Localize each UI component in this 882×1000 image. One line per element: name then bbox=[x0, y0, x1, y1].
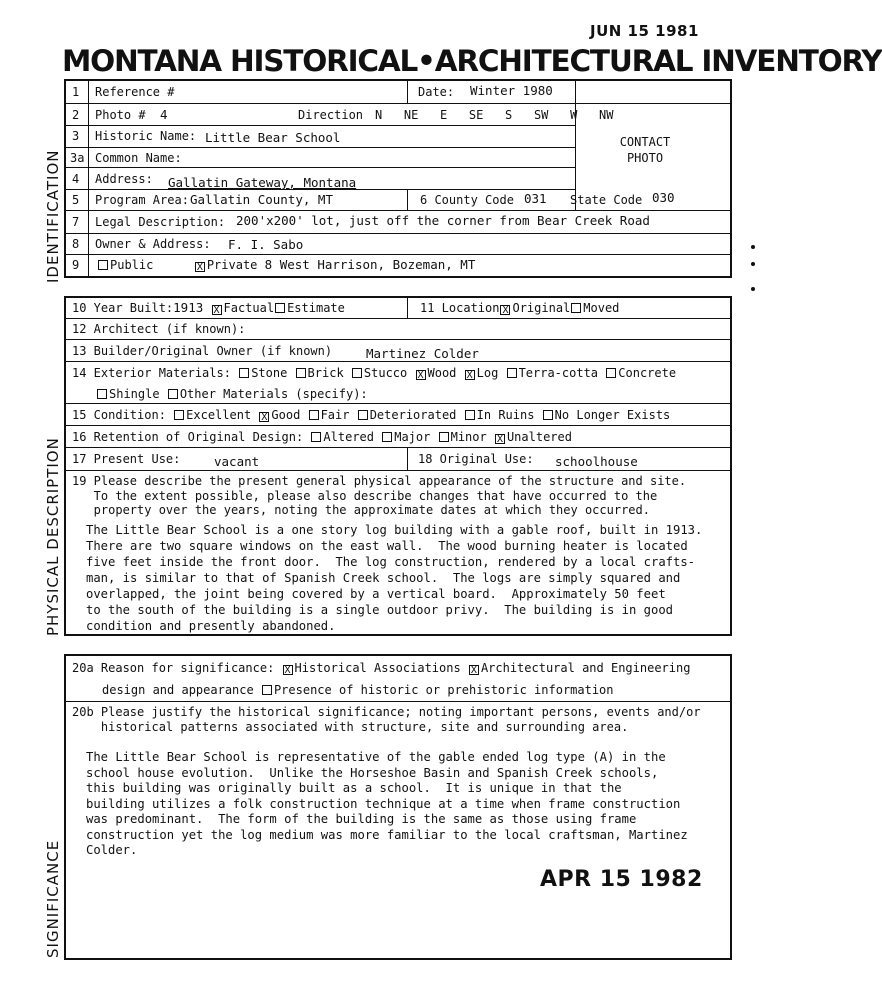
program-area-value: Gallatin County, MT bbox=[190, 192, 333, 207]
good-checkbox[interactable]: X bbox=[261, 412, 268, 423]
reason-row-2 bbox=[102, 683, 614, 697]
row-3a-number: 3a bbox=[70, 151, 85, 165]
condition-row bbox=[72, 408, 670, 422]
owner-address-value: 8 West Harrison, Bozeman, MT bbox=[264, 257, 476, 272]
terra-cotta-checkbox[interactable] bbox=[507, 368, 517, 378]
prehistoric-information-checkbox[interactable] bbox=[262, 685, 272, 695]
builder-label: 13 Builder/Original Owner (if known) bbox=[72, 344, 333, 358]
date-label: Date: bbox=[418, 85, 455, 99]
no-longer-exists-label: No Longer Exists bbox=[554, 408, 671, 422]
original-location-checkbox[interactable]: X bbox=[502, 305, 509, 316]
in-ruins-label: In Ruins bbox=[476, 408, 535, 422]
year-built-label: 10 Year Built: bbox=[72, 301, 174, 315]
stone-checkbox[interactable] bbox=[239, 368, 249, 378]
legal-description-label: Legal Description: bbox=[95, 215, 226, 229]
county-code-label: 6 County Code bbox=[420, 193, 514, 207]
reviewed-date-stamp: APR 15 1982 bbox=[540, 867, 703, 892]
photo-value: 4 bbox=[160, 107, 168, 122]
condition-label: 15 Condition: bbox=[72, 408, 166, 422]
year-built-row bbox=[72, 301, 345, 315]
row-9-number: 9 bbox=[72, 258, 80, 272]
excellent-checkbox[interactable] bbox=[174, 410, 184, 420]
brick-checkbox[interactable] bbox=[296, 368, 306, 378]
physical-description-text: The Little Bear School is a one story log building with a gable roof, built in 1913. There are two square windows on the east wall. The wood burning heater is located five feet inside the front door. The log construction, rendered by a local crafts- man, is similar to that of Spanish Creek school. The logs are simply squared and overlapped, the joint being covered by a vertical board. Approximately 50 feet to the south of the building is a single outdoor privy. The building is in good condition and presently abandoned. bbox=[86, 523, 703, 633]
row-1-number: 1 bbox=[72, 85, 80, 99]
program-area-label: Program Area: bbox=[95, 193, 189, 207]
state-code-value: 030 bbox=[652, 190, 675, 205]
moved-checkbox[interactable] bbox=[571, 303, 581, 313]
original-use-label: 18 Original Use: bbox=[418, 452, 534, 466]
photo-label: Photo # bbox=[95, 108, 146, 122]
date-value: Winter 1980 bbox=[470, 83, 553, 98]
location-row bbox=[420, 301, 619, 315]
shingle-checkbox[interactable] bbox=[97, 389, 107, 399]
present-use-label: 17 Present Use: bbox=[72, 452, 181, 466]
log-checkbox[interactable]: X bbox=[466, 370, 473, 381]
address-value: Gallatin Gateway, Montana bbox=[168, 175, 357, 190]
common-name-label: Common Name: bbox=[95, 151, 182, 165]
original-use-value: schoolhouse bbox=[555, 454, 638, 469]
row-3-number: 3 bbox=[72, 129, 80, 143]
materials-label: 14 Exterior Materials: bbox=[72, 366, 231, 380]
historical-associations-label: Historical Associations bbox=[294, 661, 461, 675]
direction-label: Direction bbox=[298, 108, 364, 122]
excellent-label: Excellent bbox=[186, 408, 252, 422]
private-label: Private bbox=[206, 258, 258, 272]
minor-label: Minor bbox=[450, 430, 487, 444]
state-code-label: State Code bbox=[570, 193, 643, 207]
question-20b-prompt: 20b Please justify the historical significance; noting important persons, events and/or historical patterns associated with structure, site and surrounding area. bbox=[72, 705, 701, 734]
fair-checkbox[interactable] bbox=[309, 410, 319, 420]
historic-name-value: Little Bear School bbox=[205, 130, 341, 145]
builder-value: Martinez Colder bbox=[366, 346, 479, 361]
other-materials-checkbox[interactable] bbox=[168, 389, 178, 399]
factual-label: Factual bbox=[223, 301, 275, 315]
materials-row-2 bbox=[96, 387, 368, 401]
section-label-significance: SIGNIFICANCE bbox=[44, 839, 62, 958]
question-19-prompt: 19 Please describe the present general physical appearance of the structure and site. To the extent possible, please also describe changes that have occurred to the property over the years, noting the approximate dates at which they occurred. bbox=[72, 474, 687, 517]
concrete-checkbox[interactable] bbox=[606, 368, 616, 378]
county-code-value: 031 bbox=[524, 191, 547, 206]
materials-row-1 bbox=[72, 366, 676, 380]
owner-label: Owner & Address: bbox=[95, 237, 211, 251]
year-built-value: 1913 bbox=[173, 300, 204, 315]
private-checkbox[interactable]: X bbox=[196, 262, 203, 273]
brick-label: Brick bbox=[307, 366, 344, 380]
architectural-engineering-checkbox[interactable]: X bbox=[470, 665, 477, 676]
location-label: 11 Location bbox=[420, 301, 500, 315]
retention-label: 16 Retention of Original Design: bbox=[72, 430, 304, 444]
design-appearance-label: design and appearance bbox=[102, 683, 254, 697]
public-checkbox[interactable] bbox=[98, 260, 108, 270]
estimate-checkbox[interactable] bbox=[275, 303, 285, 313]
owner-value: F. I. Sabo bbox=[228, 237, 304, 252]
prehistoric-information-label: Presence of historic or prehistoric information bbox=[273, 683, 614, 697]
shingle-label: Shingle bbox=[109, 387, 160, 401]
significance-text: The Little Bear School is representative of the gable ended log type (A) in the school house evolution. Unlike the Horseshoe Basin and Spanish Creek schools, this building was originally built as a school. It is unique in that the building utilizes a folk construction technique at a time when frame construction was predominant. The form of the building is the same as those using frame construction yet the log medium was more familiar to the local craftsman, Martinez Colder. bbox=[86, 750, 688, 857]
unaltered-label: Unaltered bbox=[506, 430, 572, 444]
unaltered-checkbox[interactable]: X bbox=[496, 434, 503, 445]
row-5-number: 5 bbox=[72, 193, 80, 207]
altered-checkbox[interactable] bbox=[311, 432, 321, 442]
historic-name-label: Historic Name: bbox=[95, 129, 197, 143]
reason-label: 20a Reason for significance: bbox=[72, 661, 275, 675]
no-longer-exists-checkbox[interactable] bbox=[543, 410, 553, 420]
concrete-label: Concrete bbox=[618, 366, 677, 380]
section-label-physical-description: PHYSICAL DESCRIPTION bbox=[44, 437, 62, 636]
major-checkbox[interactable] bbox=[382, 432, 392, 442]
contact-photo-label: CONTACT PHOTO bbox=[619, 135, 671, 165]
direction-options: N NE E SE S SW W NW bbox=[375, 108, 614, 122]
row-2-number: 2 bbox=[72, 108, 80, 122]
estimate-label: Estimate bbox=[287, 301, 345, 315]
stone-label: Stone bbox=[251, 366, 288, 380]
stucco-checkbox[interactable] bbox=[352, 368, 362, 378]
moved-label: Moved bbox=[583, 301, 620, 315]
section-label-identification: IDENTIFICATION bbox=[44, 149, 62, 283]
wood-label: Wood bbox=[427, 366, 457, 380]
log-label: Log bbox=[476, 366, 499, 380]
row-4-number: 4 bbox=[72, 172, 80, 186]
terra-cotta-label: Terra-cotta bbox=[518, 366, 599, 380]
ownership-options bbox=[97, 258, 475, 272]
legal-description-value: 200'x200' lot, just off the corner from Bear Creek Road bbox=[236, 213, 650, 228]
factual-checkbox[interactable]: X bbox=[213, 305, 220, 316]
major-label: Major bbox=[394, 430, 431, 444]
row-7-number: 7 bbox=[72, 215, 80, 229]
reference-label: Reference # bbox=[95, 85, 175, 99]
public-label: Public bbox=[110, 258, 154, 272]
wood-checkbox[interactable]: X bbox=[417, 370, 424, 381]
stucco-label: Stucco bbox=[363, 366, 408, 380]
original-location-label: Original bbox=[512, 301, 571, 315]
fair-label: Fair bbox=[320, 408, 350, 422]
retention-row bbox=[72, 430, 572, 444]
architectural-engineering-label: Architectural and Engineering bbox=[480, 661, 691, 675]
address-label: Address: bbox=[95, 172, 153, 186]
deteriorated-checkbox[interactable] bbox=[358, 410, 368, 420]
received-date-stamp: JUN 15 1981 bbox=[590, 22, 699, 40]
good-label: Good bbox=[271, 408, 301, 422]
in-ruins-checkbox[interactable] bbox=[465, 410, 475, 420]
altered-label: Altered bbox=[323, 430, 374, 444]
reason-row-1 bbox=[72, 661, 690, 675]
architect-label: 12 Architect (if known): bbox=[72, 322, 246, 336]
row-8-number: 8 bbox=[72, 237, 80, 251]
historical-associations-checkbox[interactable]: X bbox=[284, 665, 291, 676]
deteriorated-label: Deteriorated bbox=[369, 408, 457, 422]
present-use-value: vacant bbox=[214, 454, 260, 469]
form-title: MONTANA HISTORICAL•ARCHITECTURAL INVENTORY bbox=[62, 44, 882, 78]
minor-checkbox[interactable] bbox=[439, 432, 449, 442]
other-materials-label: Other Materials (specify): bbox=[179, 387, 368, 401]
